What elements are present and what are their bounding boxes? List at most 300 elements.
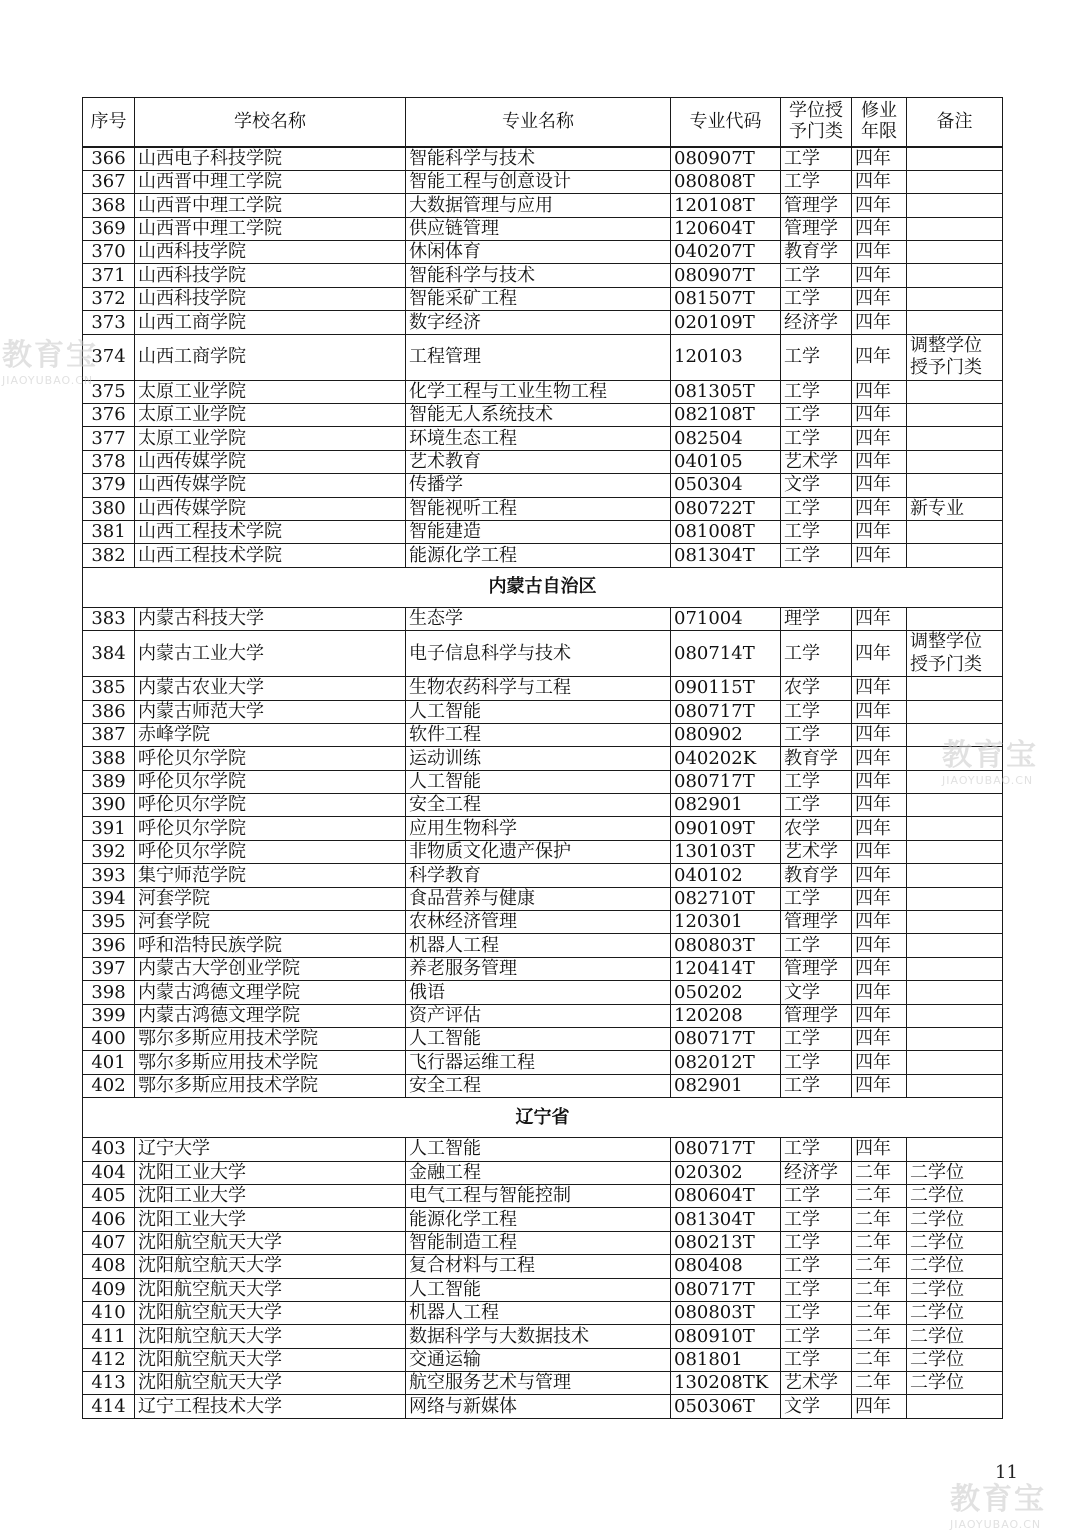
cell-school: 山西工程技术学院 — [135, 544, 406, 567]
cell-code: 040207T — [671, 241, 781, 264]
cell-school: 太原工业学院 — [135, 380, 406, 403]
cell-years: 四年 — [852, 287, 907, 310]
cell-code: 082901 — [671, 1074, 781, 1097]
cell-degree: 艺术学 — [781, 840, 852, 863]
major-list-table — [82, 97, 1003, 1419]
cell-idx: 370 — [83, 241, 135, 264]
cell-remark — [907, 544, 1003, 567]
cell-major: 食品营养与健康 — [406, 887, 671, 910]
cell-school: 山西传媒学院 — [135, 497, 406, 520]
table-row — [83, 1161, 1003, 1184]
cell-code: 080408 — [671, 1255, 781, 1278]
cell-remark: 二学位 — [907, 1184, 1003, 1207]
cell-code: 120108T — [671, 194, 781, 217]
cell-years: 二年 — [852, 1231, 907, 1254]
cell-code: 120604T — [671, 217, 781, 240]
table-row — [83, 404, 1003, 427]
cell-degree: 教育学 — [781, 747, 852, 770]
table-row — [83, 934, 1003, 957]
table-row — [83, 864, 1003, 887]
cell-school: 内蒙古师范大学 — [135, 700, 406, 723]
cell-years: 四年 — [852, 311, 907, 334]
cell-degree: 工学 — [781, 1208, 852, 1231]
cell-remark — [907, 677, 1003, 700]
cell-major: 能源化学工程 — [406, 1208, 671, 1231]
cell-code: 120301 — [671, 911, 781, 934]
cell-remark — [907, 474, 1003, 497]
watermark-logo: 教育宝 JIAOYUBAO.CN — [2, 338, 98, 387]
cell-remark — [907, 241, 1003, 264]
cell-years: 四年 — [852, 147, 907, 170]
cell-remark — [907, 887, 1003, 910]
table-row — [83, 1184, 1003, 1207]
cell-code: 040102 — [671, 864, 781, 887]
cell-degree: 工学 — [781, 287, 852, 310]
cell-major: 能源化学工程 — [406, 544, 671, 567]
cell-degree: 工学 — [781, 1301, 852, 1324]
cell-remark — [907, 607, 1003, 630]
cell-school: 呼伦贝尔学院 — [135, 770, 406, 793]
cell-degree: 管理学 — [781, 1004, 852, 1027]
cell-years: 四年 — [852, 677, 907, 700]
cell-degree: 文学 — [781, 981, 852, 1004]
cell-code: 130208TK — [671, 1372, 781, 1395]
cell-major: 传播学 — [406, 474, 671, 497]
cell-school: 内蒙古农业大学 — [135, 677, 406, 700]
cell-idx: 384 — [83, 631, 135, 677]
table-row — [83, 1208, 1003, 1231]
cell-major: 生物农药科学与工程 — [406, 677, 671, 700]
cell-degree: 农学 — [781, 817, 852, 840]
cell-code: 080714T — [671, 631, 781, 677]
cell-remark — [907, 817, 1003, 840]
cell-idx: 409 — [83, 1278, 135, 1301]
cell-degree: 工学 — [781, 264, 852, 287]
table-row — [83, 497, 1003, 520]
cell-school: 山西工程技术学院 — [135, 520, 406, 543]
cell-remark — [907, 170, 1003, 193]
cell-idx: 399 — [83, 1004, 135, 1027]
cell-school: 呼伦贝尔学院 — [135, 794, 406, 817]
cell-remark: 新专业 — [907, 497, 1003, 520]
cell-idx: 387 — [83, 723, 135, 746]
cell-code: 080722T — [671, 497, 781, 520]
cell-years: 四年 — [852, 981, 907, 1004]
cell-code: 080604T — [671, 1184, 781, 1207]
cell-code: 080717T — [671, 770, 781, 793]
table-row — [83, 1325, 1003, 1348]
table-row — [83, 1051, 1003, 1074]
table-row — [83, 311, 1003, 334]
table-row — [83, 241, 1003, 264]
watermark-logo: 教育宝 JIAOYUBAO.CN — [950, 1482, 1046, 1531]
cell-school: 呼伦贝尔学院 — [135, 840, 406, 863]
cell-remark — [907, 794, 1003, 817]
province-row — [83, 567, 1003, 607]
cell-years: 四年 — [852, 1051, 907, 1074]
cell-years: 四年 — [852, 887, 907, 910]
cell-remark: 二学位 — [907, 1325, 1003, 1348]
cell-idx: 368 — [83, 194, 135, 217]
cell-degree: 工学 — [781, 770, 852, 793]
cell-remark: 二学位 — [907, 1255, 1003, 1278]
cell-code: 081801 — [671, 1348, 781, 1371]
cell-code: 080907T — [671, 147, 781, 170]
cell-years: 二年 — [852, 1161, 907, 1184]
cell-school: 内蒙古科技大学 — [135, 607, 406, 630]
cell-major: 供应链管理 — [406, 217, 671, 240]
cell-years: 四年 — [852, 334, 907, 380]
cell-years: 四年 — [852, 1138, 907, 1161]
cell-major: 大数据管理与应用 — [406, 194, 671, 217]
cell-remark — [907, 770, 1003, 793]
cell-years: 四年 — [852, 544, 907, 567]
cell-code: 020109T — [671, 311, 781, 334]
cell-code: 050306T — [671, 1395, 781, 1418]
cell-years: 四年 — [852, 404, 907, 427]
cell-major: 智能工程与创意设计 — [406, 170, 671, 193]
cell-remark — [907, 911, 1003, 934]
cell-school: 鄂尔多斯应用技术学院 — [135, 1074, 406, 1097]
table-row — [83, 1301, 1003, 1324]
cell-code: 120103 — [671, 334, 781, 380]
cell-years: 四年 — [852, 770, 907, 793]
cell-code: 081008T — [671, 520, 781, 543]
table-row — [83, 450, 1003, 473]
cell-major: 人工智能 — [406, 1138, 671, 1161]
cell-years: 二年 — [852, 1278, 907, 1301]
cell-major: 智能建造 — [406, 520, 671, 543]
cell-remark — [907, 747, 1003, 770]
cell-idx: 382 — [83, 544, 135, 567]
cell-major: 非物质文化遗产保护 — [406, 840, 671, 863]
cell-remark — [907, 427, 1003, 450]
cell-years: 四年 — [852, 911, 907, 934]
cell-school: 山西电子科技学院 — [135, 147, 406, 170]
table-row — [83, 474, 1003, 497]
cell-school: 山西科技学院 — [135, 264, 406, 287]
cell-school: 赤峰学院 — [135, 723, 406, 746]
table-row — [83, 631, 1003, 677]
cell-idx: 386 — [83, 700, 135, 723]
table-row — [83, 264, 1003, 287]
cell-code: 081507T — [671, 287, 781, 310]
table-row — [83, 770, 1003, 793]
cell-major: 智能采矿工程 — [406, 287, 671, 310]
table-row — [83, 380, 1003, 403]
cell-years: 四年 — [852, 474, 907, 497]
table-row — [83, 217, 1003, 240]
cell-major: 运动训练 — [406, 747, 671, 770]
cell-remark — [907, 217, 1003, 240]
cell-school: 太原工业学院 — [135, 427, 406, 450]
cell-major: 智能科学与技术 — [406, 264, 671, 287]
cell-code: 080213T — [671, 1231, 781, 1254]
table-row — [83, 1278, 1003, 1301]
cell-idx: 385 — [83, 677, 135, 700]
cell-school: 辽宁大学 — [135, 1138, 406, 1161]
header-years: 修业年限 — [852, 98, 907, 148]
cell-code: 040105 — [671, 450, 781, 473]
cell-years: 四年 — [852, 194, 907, 217]
cell-remark — [907, 311, 1003, 334]
cell-remark — [907, 840, 1003, 863]
cell-code: 080717T — [671, 1278, 781, 1301]
cell-school: 呼和浩特民族学院 — [135, 934, 406, 957]
cell-remark — [907, 700, 1003, 723]
table-row — [83, 1372, 1003, 1395]
cell-degree: 工学 — [781, 887, 852, 910]
cell-code: 071004 — [671, 607, 781, 630]
cell-school: 河套学院 — [135, 911, 406, 934]
cell-remark — [907, 264, 1003, 287]
cell-degree: 艺术学 — [781, 450, 852, 473]
cell-idx: 400 — [83, 1028, 135, 1051]
cell-major: 数据科学与大数据技术 — [406, 1325, 671, 1348]
cell-years: 四年 — [852, 607, 907, 630]
cell-years: 四年 — [852, 700, 907, 723]
cell-school: 内蒙古鸿德文理学院 — [135, 981, 406, 1004]
table-row — [83, 887, 1003, 910]
cell-degree: 管理学 — [781, 911, 852, 934]
cell-school: 沈阳工业大学 — [135, 1161, 406, 1184]
cell-remark: 二学位 — [907, 1231, 1003, 1254]
cell-major: 人工智能 — [406, 1028, 671, 1051]
cell-remark — [907, 934, 1003, 957]
cell-idx: 388 — [83, 747, 135, 770]
cell-remark — [907, 1138, 1003, 1161]
cell-school: 内蒙古鸿德文理学院 — [135, 1004, 406, 1027]
cell-major: 软件工程 — [406, 723, 671, 746]
table-header — [83, 98, 1003, 148]
header-school: 学校名称 — [135, 98, 406, 148]
cell-years: 四年 — [852, 1004, 907, 1027]
cell-major: 智能制造工程 — [406, 1231, 671, 1254]
cell-idx: 391 — [83, 817, 135, 840]
table-row — [83, 747, 1003, 770]
cell-code: 080803T — [671, 934, 781, 957]
cell-years: 四年 — [852, 170, 907, 193]
cell-idx: 402 — [83, 1074, 135, 1097]
table-body — [83, 147, 1003, 1418]
cell-idx: 392 — [83, 840, 135, 863]
cell-major: 安全工程 — [406, 794, 671, 817]
cell-degree: 工学 — [781, 934, 852, 957]
page-number: 11 — [995, 1462, 1018, 1483]
watermark-logo: 教育宝 JIAOYUBAO.CN — [942, 738, 1038, 787]
cell-years: 四年 — [852, 957, 907, 980]
table-row — [83, 194, 1003, 217]
cell-years: 四年 — [852, 1395, 907, 1418]
cell-idx: 412 — [83, 1348, 135, 1371]
cell-degree: 工学 — [781, 147, 852, 170]
cell-idx: 398 — [83, 981, 135, 1004]
cell-code: 020302 — [671, 1161, 781, 1184]
cell-remark — [907, 1074, 1003, 1097]
cell-degree: 工学 — [781, 520, 852, 543]
cell-idx: 367 — [83, 170, 135, 193]
cell-remark: 二学位 — [907, 1208, 1003, 1231]
cell-major: 电气工程与智能控制 — [406, 1184, 671, 1207]
header-code: 专业代码 — [671, 98, 781, 148]
cell-idx: 396 — [83, 934, 135, 957]
cell-degree: 文学 — [781, 1395, 852, 1418]
cell-years: 四年 — [852, 934, 907, 957]
cell-degree: 工学 — [781, 1278, 852, 1301]
table-row — [83, 1395, 1003, 1418]
cell-idx: 406 — [83, 1208, 135, 1231]
cell-school: 呼伦贝尔学院 — [135, 747, 406, 770]
cell-remark — [907, 194, 1003, 217]
table-row — [83, 723, 1003, 746]
cell-degree: 经济学 — [781, 311, 852, 334]
cell-idx: 371 — [83, 264, 135, 287]
cell-major: 艺术教育 — [406, 450, 671, 473]
cell-idx: 369 — [83, 217, 135, 240]
cell-years: 四年 — [852, 427, 907, 450]
cell-remark: 二学位 — [907, 1278, 1003, 1301]
cell-major: 资产评估 — [406, 1004, 671, 1027]
cell-remark — [907, 380, 1003, 403]
cell-idx: 395 — [83, 911, 135, 934]
cell-school: 鄂尔多斯应用技术学院 — [135, 1028, 406, 1051]
cell-school: 山西晋中理工学院 — [135, 194, 406, 217]
table-row — [83, 840, 1003, 863]
cell-major: 农林经济管理 — [406, 911, 671, 934]
cell-degree: 工学 — [781, 497, 852, 520]
cell-code: 080717T — [671, 1138, 781, 1161]
cell-idx: 393 — [83, 864, 135, 887]
cell-years: 二年 — [852, 1184, 907, 1207]
table-row — [83, 817, 1003, 840]
cell-years: 四年 — [852, 1028, 907, 1051]
cell-major: 网络与新媒体 — [406, 1395, 671, 1418]
cell-idx: 404 — [83, 1161, 135, 1184]
cell-code: 082108T — [671, 404, 781, 427]
cell-idx: 407 — [83, 1231, 135, 1254]
cell-school: 鄂尔多斯应用技术学院 — [135, 1051, 406, 1074]
province-row — [83, 1098, 1003, 1138]
cell-major: 智能科学与技术 — [406, 147, 671, 170]
table-row — [83, 1231, 1003, 1254]
cell-school: 内蒙古大学创业学院 — [135, 957, 406, 980]
cell-remark — [907, 1028, 1003, 1051]
cell-code: 040202K — [671, 747, 781, 770]
cell-years: 四年 — [852, 520, 907, 543]
cell-remark — [907, 723, 1003, 746]
cell-school: 河套学院 — [135, 887, 406, 910]
cell-major: 人工智能 — [406, 770, 671, 793]
cell-code: 081304T — [671, 544, 781, 567]
table-row — [83, 957, 1003, 980]
cell-degree: 工学 — [781, 1138, 852, 1161]
cell-school: 太原工业学院 — [135, 404, 406, 427]
cell-degree: 工学 — [781, 334, 852, 380]
table-row — [83, 1074, 1003, 1097]
cell-code: 080808T — [671, 170, 781, 193]
cell-years: 二年 — [852, 1348, 907, 1371]
province-name: 辽宁省 — [83, 1098, 1003, 1138]
cell-idx: 403 — [83, 1138, 135, 1161]
cell-idx: 375 — [83, 380, 135, 403]
cell-years: 四年 — [852, 631, 907, 677]
cell-code: 082710T — [671, 887, 781, 910]
cell-code: 050304 — [671, 474, 781, 497]
cell-degree: 工学 — [781, 427, 852, 450]
cell-major: 应用生物科学 — [406, 817, 671, 840]
cell-code: 090109T — [671, 817, 781, 840]
cell-years: 四年 — [852, 1074, 907, 1097]
table-row — [83, 1348, 1003, 1371]
cell-school: 沈阳航空航天大学 — [135, 1301, 406, 1324]
cell-degree: 工学 — [781, 1184, 852, 1207]
cell-school: 沈阳航空航天大学 — [135, 1278, 406, 1301]
cell-years: 二年 — [852, 1325, 907, 1348]
table-row — [83, 794, 1003, 817]
table-row — [83, 677, 1003, 700]
cell-remark — [907, 287, 1003, 310]
cell-degree: 工学 — [781, 794, 852, 817]
cell-idx: 380 — [83, 497, 135, 520]
cell-school: 沈阳工业大学 — [135, 1208, 406, 1231]
cell-degree: 文学 — [781, 474, 852, 497]
header-degree: 学位授予门类 — [781, 98, 852, 148]
cell-school: 山西科技学院 — [135, 241, 406, 264]
cell-degree: 工学 — [781, 1051, 852, 1074]
cell-degree: 教育学 — [781, 241, 852, 264]
cell-degree: 工学 — [781, 544, 852, 567]
cell-major: 人工智能 — [406, 700, 671, 723]
cell-remark: 调整学位授予门类 — [907, 631, 1003, 677]
cell-major: 科学教育 — [406, 864, 671, 887]
cell-degree: 管理学 — [781, 957, 852, 980]
cell-degree: 工学 — [781, 380, 852, 403]
cell-major: 休闲体育 — [406, 241, 671, 264]
cell-major: 生态学 — [406, 607, 671, 630]
cell-major: 飞行器运维工程 — [406, 1051, 671, 1074]
cell-years: 四年 — [852, 817, 907, 840]
cell-remark — [907, 981, 1003, 1004]
cell-degree: 工学 — [781, 1074, 852, 1097]
cell-code: 082012T — [671, 1051, 781, 1074]
cell-major: 复合材料与工程 — [406, 1255, 671, 1278]
cell-major: 金融工程 — [406, 1161, 671, 1184]
table-row — [83, 1138, 1003, 1161]
table-row — [83, 544, 1003, 567]
cell-idx: 390 — [83, 794, 135, 817]
table-row — [83, 911, 1003, 934]
cell-remark — [907, 520, 1003, 543]
cell-degree: 工学 — [781, 1325, 852, 1348]
cell-degree: 工学 — [781, 700, 852, 723]
cell-school: 集宁师范学院 — [135, 864, 406, 887]
cell-school: 辽宁工程技术大学 — [135, 1395, 406, 1418]
cell-years: 四年 — [852, 450, 907, 473]
cell-idx: 408 — [83, 1255, 135, 1278]
cell-code: 082504 — [671, 427, 781, 450]
cell-degree: 工学 — [781, 1028, 852, 1051]
table-row — [83, 1004, 1003, 1027]
cell-degree: 管理学 — [781, 194, 852, 217]
cell-remark — [907, 147, 1003, 170]
cell-degree: 理学 — [781, 607, 852, 630]
header-remark: 备注 — [907, 98, 1003, 148]
cell-school: 沈阳航空航天大学 — [135, 1231, 406, 1254]
cell-major: 环境生态工程 — [406, 427, 671, 450]
cell-code: 082901 — [671, 794, 781, 817]
cell-years: 四年 — [852, 380, 907, 403]
cell-idx: 401 — [83, 1051, 135, 1074]
